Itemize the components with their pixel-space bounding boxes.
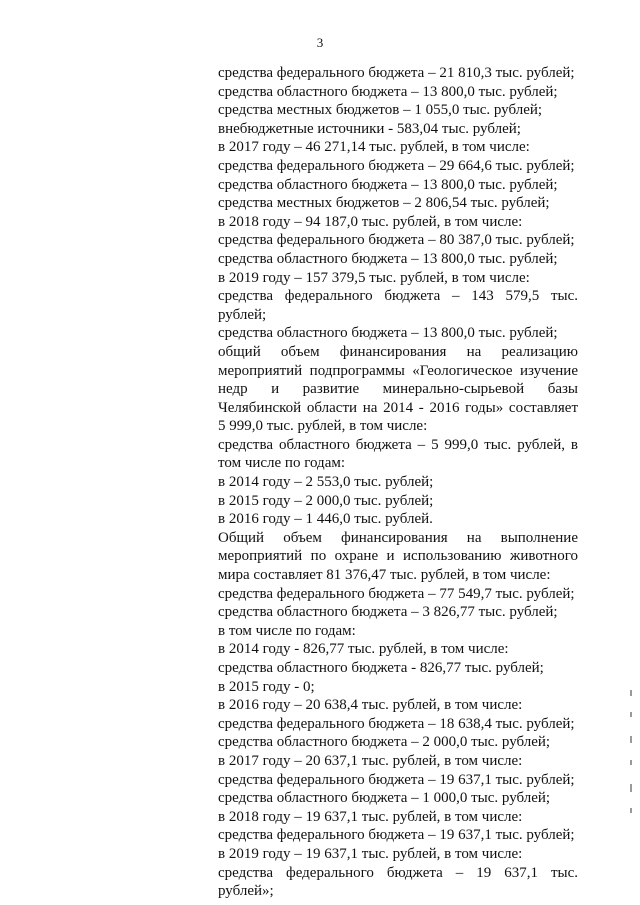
document-body bbox=[218, 64, 578, 901]
text-line: в 2018 году – 19 637,1 тыс. рублей, в том числе: bbox=[218, 808, 523, 825]
text-line: Общий объем финансирования на выполнение bbox=[218, 529, 578, 546]
text-line: средства федерального бюджета – 18 638,4 тыс. рублей; bbox=[218, 715, 575, 732]
text-line: в 2015 году – 2 000,0 тыс. рублей; bbox=[218, 492, 434, 509]
text-line: средства областного бюджета – 3 826,77 тыс. рублей; bbox=[218, 604, 558, 621]
text-line: средства местных бюджетов – 1 055,0 тыс. рублей; bbox=[218, 102, 543, 119]
text-line: рублей»; bbox=[218, 883, 274, 900]
text-line: Челябинской области на 2014 - 2016 годы» составляет bbox=[218, 399, 578, 416]
text-line: в 2017 году – 20 637,1 тыс. рублей, в том числе: bbox=[218, 752, 523, 769]
page-number: 3 bbox=[316, 35, 324, 50]
text-line: недр и развитие минерально-сырьевой базы bbox=[218, 381, 578, 398]
text-line: средства федерального бюджета – 29 664,6 тыс. рублей; bbox=[218, 157, 575, 174]
text-line: в 2016 году – 1 446,0 тыс. рублей. bbox=[218, 511, 433, 528]
text-line: средства федерального бюджета – 77 549,7 тыс. рублей; bbox=[218, 585, 575, 602]
text-line: в 2014 году - 826,77 тыс. рублей, в том числе: bbox=[218, 641, 509, 658]
text-line: мира составляет 81 376,47 тыс. рублей, в том числе: bbox=[218, 567, 551, 584]
text-line: средства федерального бюджета – 19 637,1 тыс. рублей; bbox=[218, 827, 575, 844]
text-line: общий объем финансирования на реализацию bbox=[218, 343, 578, 360]
text-line: средства федерального бюджета – 80 387,0 тыс. рублей; bbox=[218, 232, 575, 249]
text-line: том числе по годам: bbox=[218, 455, 346, 472]
text-line: мероприятий подпрограммы «Геологическое изучение bbox=[218, 362, 578, 379]
text-line: в том числе по годам: bbox=[218, 622, 356, 639]
text-line: в 2019 году – 19 637,1 тыс. рублей, в том числе: bbox=[218, 845, 523, 862]
text-line: мероприятий по охране и использованию животного bbox=[218, 548, 578, 565]
text-line: в 2014 году – 2 553,0 тыс. рублей; bbox=[218, 474, 434, 491]
text-line: средства федерального бюджета – 19 637,1 тыс. bbox=[218, 864, 578, 881]
text-line: средства областного бюджета – 5 999,0 тыс. рублей, в bbox=[218, 436, 578, 453]
text-line: средства федерального бюджета – 21 810,3 тыс. рублей; bbox=[218, 65, 575, 81]
text-line: средства областного бюджета – 13 800,0 тыс. рублей; bbox=[218, 250, 558, 267]
text-line: средства федерального бюджета – 143 579,5 тыс. bbox=[218, 288, 578, 305]
text-line: средства областного бюджета – 13 800,0 тыс. рублей; bbox=[218, 83, 558, 100]
text-line: в 2015 году - 0; bbox=[218, 678, 315, 695]
text-line: средства местных бюджетов – 2 806,54 тыс. рублей; bbox=[218, 195, 550, 212]
text-line: средства областного бюджета - 826,77 тыс. рублей; bbox=[218, 660, 544, 676]
text-line: в 2018 году – 94 187,0 тыс. рублей, в том числе: bbox=[218, 213, 523, 230]
text-line: средства областного бюджета – 1 000,0 тыс. рублей; bbox=[218, 790, 551, 807]
margin-scan-marks bbox=[629, 690, 633, 820]
text-line: в 2017 году – 46 271,14 тыс. рублей, в том числе: bbox=[218, 139, 530, 156]
text-line: внебюджетные источники - 583,04 тыс. рублей; bbox=[218, 120, 521, 137]
text-line: средства федерального бюджета – 19 637,1 тыс. рублей; bbox=[218, 771, 575, 788]
text-line: средства областного бюджета – 13 800,0 тыс. рублей; bbox=[218, 176, 558, 193]
text-line: в 2019 году – 157 379,5 тыс. рублей, в том числе: bbox=[218, 269, 530, 286]
text-line: 5 999,0 тыс. рублей, в том числе: bbox=[218, 418, 428, 435]
text-line: средства областного бюджета – 13 800,0 тыс. рублей; bbox=[218, 325, 558, 342]
text-line: рублей; bbox=[218, 306, 267, 323]
text-line: средства областного бюджета – 2 000,0 тыс. рублей; bbox=[218, 734, 551, 751]
text-line: в 2016 году – 20 638,4 тыс. рублей, в том числе: bbox=[218, 697, 523, 714]
